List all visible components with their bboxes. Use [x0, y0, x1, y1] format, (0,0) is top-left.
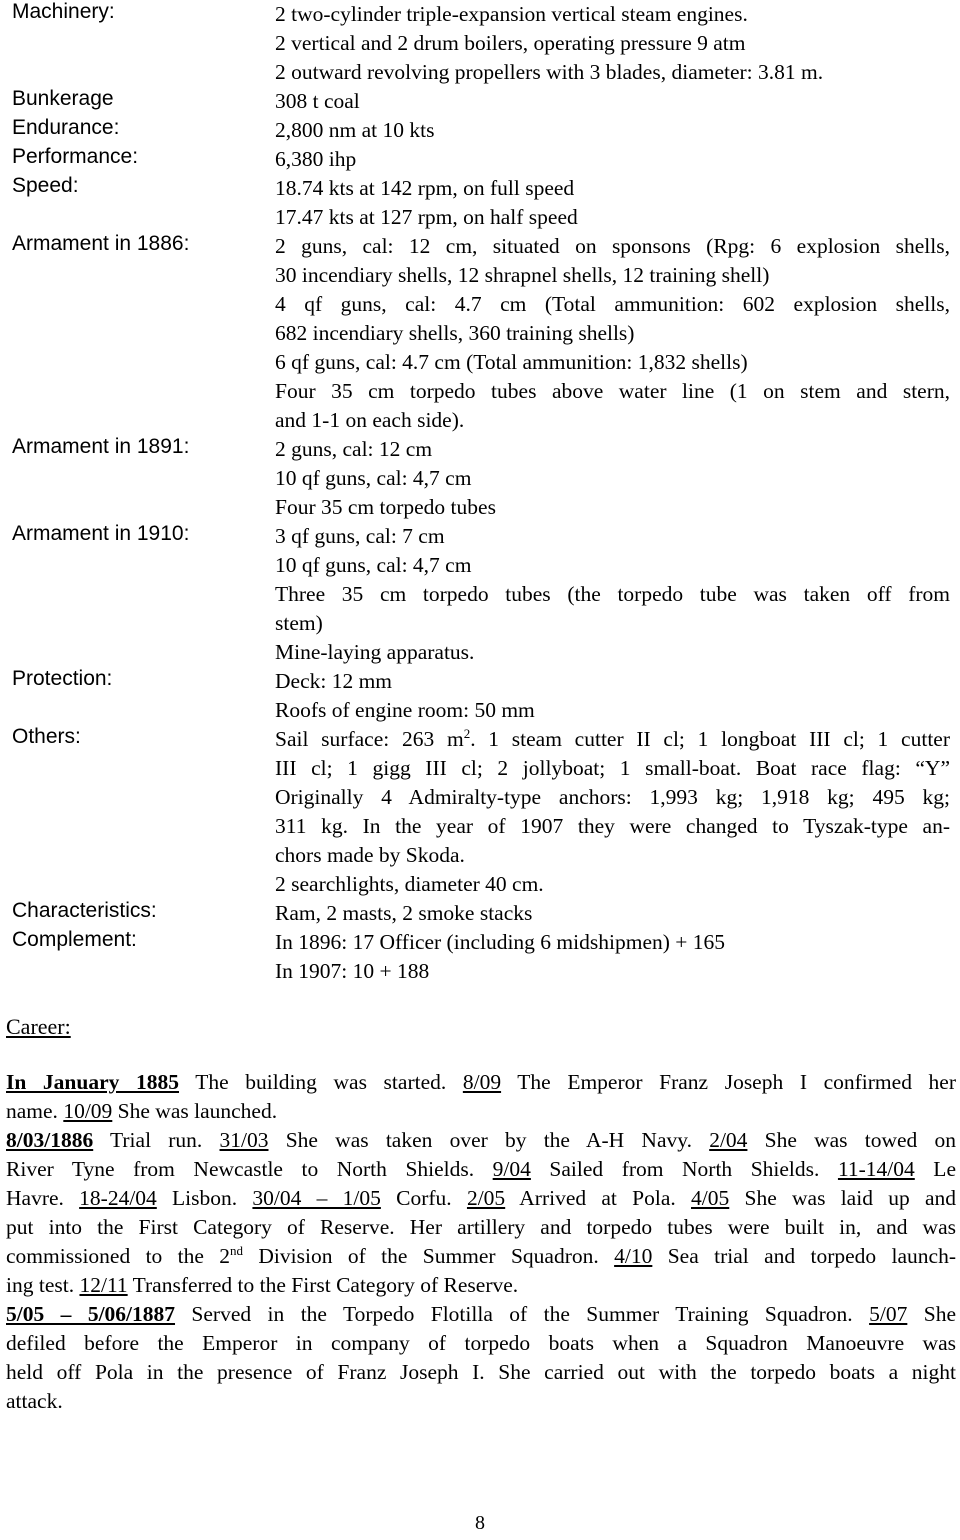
- text-run: Served in the Torpedo Flotilla of the Summer Training Squadron.: [175, 1302, 870, 1326]
- spec-value: [275, 725, 950, 754]
- text-line: [6, 1126, 956, 1155]
- boats-text: . 1 steam cutter II cl; 1 longboat III cl; 1 cutter: [470, 727, 950, 751]
- spec-value: Deck: 12 mm: [275, 669, 393, 693]
- text-run: Trial run.: [93, 1128, 220, 1152]
- spec-value: 308 t coal: [275, 89, 360, 113]
- spec-speed: [0, 174, 960, 232]
- text-run: Sea trial and torpedo launch-: [652, 1244, 957, 1268]
- date-link: 5/07: [869, 1302, 908, 1326]
- spec-bunkerage: [0, 87, 960, 116]
- spec-label: Armament in 1910:: [12, 522, 190, 545]
- spec-value: III cl; 1 gigg III cl; 2 jollyboat; 1 small-boat. Boat race flag: “Y”: [275, 756, 950, 780]
- spec-value: 6 qf guns, cal: 4.7 cm (Total ammunition: 1,832 shells): [275, 350, 748, 374]
- spec-value: Mine-laying apparatus.: [275, 640, 475, 664]
- spec-value: 2 outward revolving propellers with 3 blades, diameter: 3.81 m.: [275, 60, 824, 84]
- text-run: Le: [914, 1157, 956, 1181]
- text-run: Arrived at Pola.: [505, 1186, 692, 1210]
- text-run: ing test.: [6, 1273, 80, 1297]
- spec-value: Ram, 2 masts, 2 smoke stacks: [275, 901, 533, 925]
- spec-protection: [0, 667, 960, 725]
- spec-value: Three 35 cm torpedo tubes (the torpedo tube was taken off from: [275, 582, 950, 606]
- date-link: In January 1885: [6, 1070, 179, 1094]
- career-paragraph: [6, 1068, 956, 1126]
- spec-label: Characteristics:: [12, 899, 157, 922]
- career-heading: Career:: [6, 1014, 71, 1039]
- text-run: name.: [6, 1099, 64, 1123]
- text-line: [6, 1242, 956, 1271]
- spec-value: 18.74 kts at 142 rpm, on full speed: [275, 176, 575, 200]
- spec-value: 3 qf guns, cal: 7 cm: [275, 524, 445, 548]
- text-run: She was towed on: [747, 1128, 956, 1152]
- text-run: Sailed from North Shields.: [530, 1157, 838, 1181]
- spec-value: 2 searchlights, diameter 40 cm.: [275, 872, 544, 896]
- text-line: put into the First Category of Reserve. Her artillery and torpedo tubes were built in, and was: [6, 1215, 956, 1239]
- spec-value: 30 incendiary shells, 12 shrapnel shells, 12 training shell): [275, 263, 770, 287]
- text-run: Corfu.: [380, 1186, 467, 1210]
- text-run: The Emperor Franz Joseph I confirmed her: [501, 1070, 956, 1094]
- text-line: [6, 1097, 956, 1126]
- text-run: River Tyne from Newcastle to North Shields.: [6, 1157, 493, 1181]
- spec-value: 2 two-cylinder triple-expansion vertical steam engines.: [275, 2, 748, 26]
- spec-label: Speed:: [12, 174, 79, 197]
- spec-value: Four 35 cm torpedo tubes: [275, 495, 496, 519]
- spec-value: 6,380 ihp: [275, 147, 357, 171]
- date-link: 2/04: [709, 1128, 748, 1152]
- spec-value: stem): [275, 611, 323, 635]
- text-run: She was launched.: [112, 1099, 278, 1123]
- spec-machinery: [0, 0, 960, 87]
- date-link: 31/03: [219, 1128, 269, 1152]
- date-link: 5/05 – 5/06/1887: [6, 1302, 176, 1326]
- superscript: 2: [463, 725, 471, 741]
- text-line: held off Pola in the presence of Franz Joseph I. She carried out with the torpedo boats a night: [6, 1360, 956, 1384]
- date-link: 8/03/1886: [6, 1128, 94, 1152]
- spec-value: 17.47 kts at 127 rpm, on half speed: [275, 205, 578, 229]
- date-link: 8/09: [462, 1070, 502, 1094]
- spec-label: Armament in 1891:: [12, 435, 190, 458]
- spec-value: 2 guns, cal: 12 cm, situated on sponsons (Rpg: 6 explosion shells,: [275, 234, 950, 258]
- career-paragraph: [6, 1300, 956, 1416]
- spec-complement: [0, 928, 960, 986]
- date-link: 12/11: [79, 1273, 128, 1297]
- spec-value: 10 qf guns, cal: 4,7 cm: [275, 466, 472, 490]
- spec-endurance: [0, 116, 960, 145]
- date-link: 18-24/04: [79, 1186, 157, 1210]
- date-link: 30/04 – 1/05: [252, 1186, 381, 1210]
- spec-value: 2 guns, cal: 12 cm: [275, 437, 433, 461]
- spec-value: Four 35 cm torpedo tubes above water line (1 on stem and stern,: [275, 379, 950, 403]
- page-number: 8: [475, 1512, 485, 1534]
- text-line: [6, 1184, 956, 1213]
- text-run: She: [907, 1302, 956, 1326]
- text-line: [6, 1068, 956, 1097]
- date-link: 9/04: [492, 1157, 531, 1181]
- text-run: She was taken over by the A-H Navy.: [268, 1128, 710, 1152]
- spec-label: Bunkerage: [12, 87, 114, 110]
- spec-label: Machinery:: [12, 0, 115, 23]
- superscript: nd: [230, 1242, 244, 1258]
- spec-value: Roofs of engine room: 50 mm: [275, 698, 535, 722]
- spec-value: 10 qf guns, cal: 4,7 cm: [275, 553, 472, 577]
- spec-label: Performance:: [12, 145, 139, 168]
- spec-armament-1886: [0, 232, 960, 435]
- text-run: The building was started.: [179, 1070, 463, 1094]
- spec-label: Complement:: [12, 928, 137, 951]
- spec-value: 2 vertical and 2 drum boilers, operating pressure 9 atm: [275, 31, 746, 55]
- date-link: 10/09: [63, 1099, 113, 1123]
- spec-value: and 1-1 on each side).: [275, 408, 465, 432]
- spec-value: 2,800 nm at 10 kts: [275, 118, 435, 142]
- career-paragraph: [6, 1126, 956, 1300]
- text-run: Division of the Summer Squadron.: [243, 1244, 615, 1268]
- spec-performance: [0, 145, 960, 174]
- text-line: [6, 1300, 956, 1329]
- date-link: 4/05: [691, 1186, 730, 1210]
- spec-value: chors made by Skoda.: [275, 843, 465, 867]
- spec-value: 311 kg. In the year of 1907 they were changed to Tyszak-type an-: [275, 814, 950, 838]
- spec-value: 682 incendiary shells, 360 training shells): [275, 321, 635, 345]
- spec-characteristics: [0, 899, 960, 928]
- text-run: She was laid up and: [729, 1186, 957, 1210]
- spec-label: Others:: [12, 725, 81, 748]
- date-link: 4/10: [614, 1244, 653, 1268]
- spec-armament-1891: [0, 435, 960, 522]
- text-line: [6, 1155, 956, 1184]
- spec-label: Armament in 1886:: [12, 232, 190, 255]
- date-link: 11-14/04: [837, 1157, 915, 1181]
- text-run: Lisbon.: [156, 1186, 253, 1210]
- spec-value: 4 qf guns, cal: 4.7 cm (Total ammunition: 602 explosion shells,: [275, 292, 950, 316]
- spec-value: Originally 4 Admiralty-type anchors: 1,993 kg; 1,918 kg; 495 kg;: [275, 785, 950, 809]
- text-line: [6, 1271, 956, 1300]
- spec-label: Protection:: [12, 667, 113, 690]
- spec-others: [0, 725, 960, 899]
- sail-surface-text: Sail surface: 263 m: [275, 727, 464, 751]
- text-line: defiled before the Emperor in company of torpedo boats when a Squadron Manoeuvre was: [6, 1331, 956, 1355]
- date-link: 2/05: [466, 1186, 506, 1210]
- spec-value: In 1896: 17 Officer (including 6 midshipmen) + 165: [275, 930, 726, 954]
- spec-label: Endurance:: [12, 116, 120, 139]
- text-run: Havre.: [6, 1186, 80, 1210]
- text-run: Transferred to the First Category of Reserve.: [127, 1273, 519, 1297]
- spec-armament-1910: [0, 522, 960, 667]
- career-text: [6, 1068, 956, 1416]
- text-line: attack.: [6, 1389, 63, 1413]
- text-run: commissioned to the 2: [6, 1244, 231, 1268]
- spec-value: In 1907: 10 + 188: [275, 959, 430, 983]
